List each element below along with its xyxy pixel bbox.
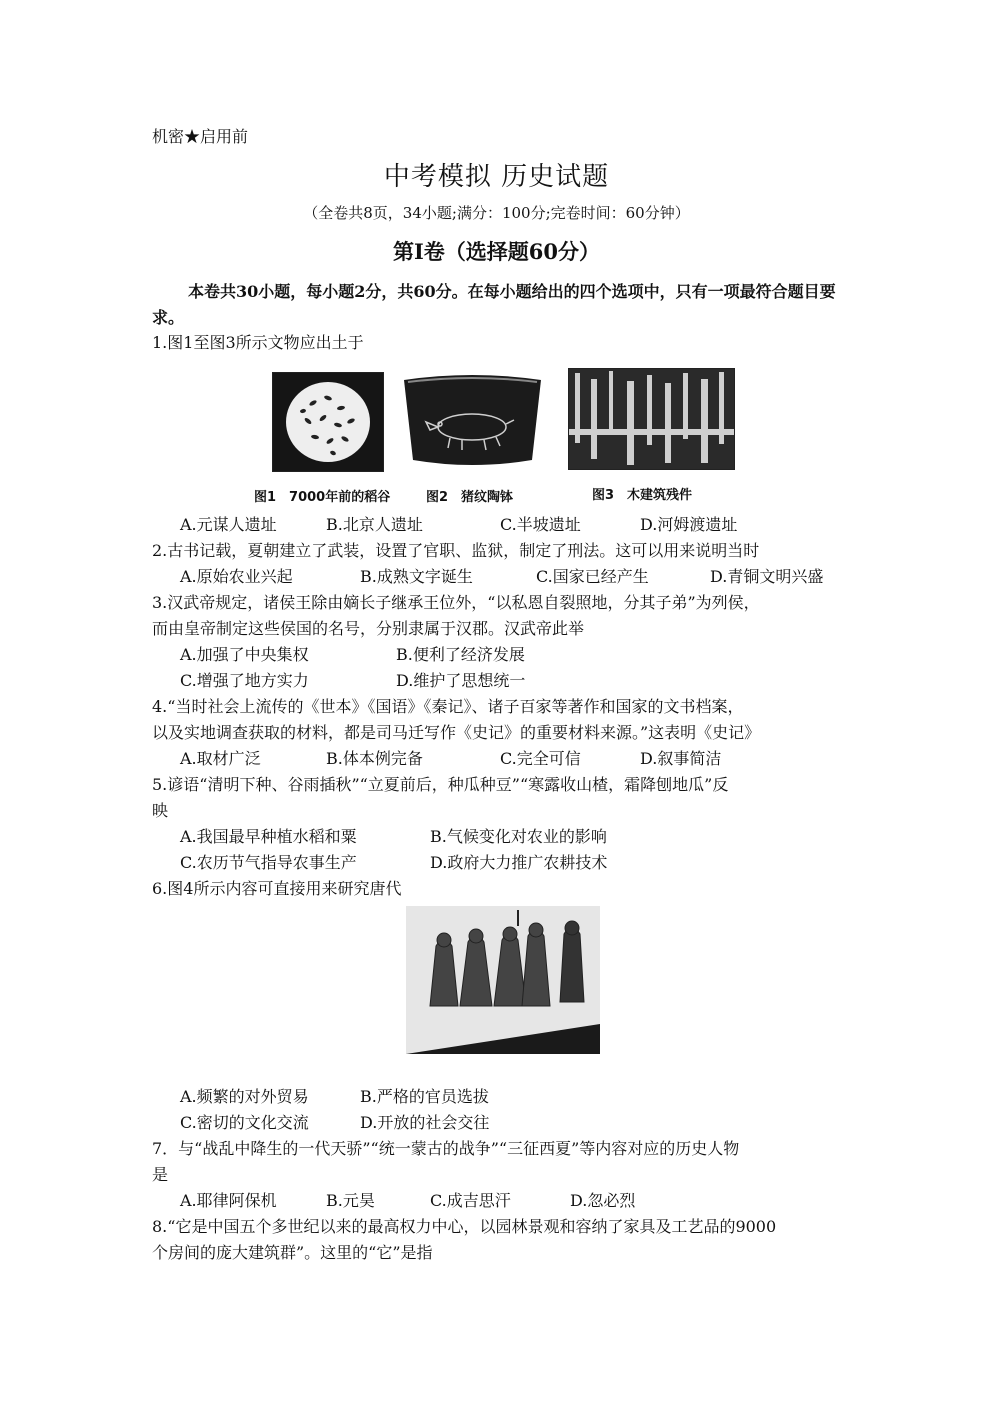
figure-1-rice-grains (272, 372, 384, 472)
figure-3-caption: 图3 木建筑残件 (592, 488, 693, 503)
exam-info: （全卷共8页，34小题;满分：100分;完卷时间：60分钟） (303, 204, 690, 222)
q2-option-a[interactable]: A.原始农业兴起 (180, 567, 293, 586)
question-8-stem-line1: 8.“它是中国五个多世纪以来的最高权力中心，以园林景观和容纳了家具及工艺品的9000 (152, 1217, 777, 1236)
question-5-stem-line1: 5.谚语“清明下种、谷雨插秋”“立夏前后，种瓜种豆”“寒露收山楂，霜降刨地瓜”反 (152, 775, 729, 794)
question-1-stem: 1.图1至图3所示文物应出土于 (152, 333, 364, 352)
q4-option-a[interactable]: A.取材广泛 (180, 749, 261, 768)
question-8-stem-line2: 个房间的庞大建筑群”。这里的“它”是指 (152, 1243, 433, 1262)
confidential-label: 机密★启用前 (152, 127, 249, 146)
q1-option-d[interactable]: D.河姆渡遗址 (640, 515, 738, 534)
q3-option-a[interactable]: A.加强了中央集权 (180, 645, 309, 664)
page-title: 中考模拟 历史试题 (383, 162, 610, 192)
figure-3-wood-structure (568, 368, 735, 470)
question-5-stem-line2: 映 (152, 801, 169, 820)
q7-option-a[interactable]: A.耶律阿保机 (180, 1191, 277, 1210)
question-7-stem-line2: 是 (152, 1165, 169, 1184)
q3-option-d[interactable]: D.维护了思想统一 (396, 671, 526, 690)
q4-option-d[interactable]: D.叙事简洁 (640, 749, 722, 768)
figure-2-caption: 图2 猪纹陶钵 (426, 490, 514, 505)
q2-option-b[interactable]: B.成熟文字诞生 (360, 567, 473, 586)
section-title: 第Ⅰ卷（选择题60分） (392, 239, 601, 264)
q2-option-d[interactable]: D.青铜文明兴盛 (710, 567, 824, 586)
q1-option-a[interactable]: A.元谋人遗址 (180, 515, 277, 534)
question-6-stem: 6.图4所示内容可直接用来研究唐代 (152, 879, 402, 898)
question-2-stem: 2.古书记载，夏朝建立了武装，设置了官职、监狱，制定了刑法。这可以用来说明当时 (152, 541, 760, 560)
q1-option-b[interactable]: B.北京人遗址 (326, 515, 423, 534)
q2-option-c[interactable]: C.国家已经产生 (536, 567, 649, 586)
q6-option-b[interactable]: B.严格的官员选拔 (360, 1087, 489, 1106)
q7-option-d[interactable]: D.忽必烈 (570, 1191, 636, 1210)
q6-option-a[interactable]: A.频繁的对外贸易 (180, 1087, 309, 1106)
q3-option-b[interactable]: B.便利了经济发展 (396, 645, 525, 664)
q4-option-c[interactable]: C.完全可信 (500, 749, 581, 768)
question-3-stem-line1: 3.汉武帝规定，诸侯王除由嫡长子继承王位外，“以私恩自裂照地，分其子弟”为列侯， (152, 593, 760, 612)
q7-option-c[interactable]: C.成吉思汗 (430, 1191, 511, 1210)
question-4-stem-line1: 4.“当时社会上流传的《世本》《国语》《秦记》、诸子百家等著作和国家的文书档案， (152, 697, 744, 716)
rice-grains-image (273, 373, 383, 471)
wood-structure-image (569, 369, 734, 469)
q6-option-c[interactable]: C.密切的文化交流 (180, 1113, 309, 1132)
figure-2-pig-bowl (400, 372, 545, 470)
q7-option-b[interactable]: B.元昊 (326, 1191, 375, 1210)
figure-4-tang-mural (406, 906, 600, 1054)
q5-option-c[interactable]: C.农历节气指导农事生产 (180, 853, 357, 872)
q5-option-b[interactable]: B.气候变化对农业的影响 (430, 827, 607, 846)
tang-mural-image (406, 906, 600, 1054)
q5-option-a[interactable]: A.我国最早种植水稻和粟 (180, 827, 357, 846)
q5-option-d[interactable]: D.政府大力推广农耕技术 (430, 853, 608, 872)
instructions: 本卷共30小题，每小题2分，共60分。在每小题给出的四个选项中，只有一项最符合题目要求。 (152, 282, 836, 327)
q4-option-b[interactable]: B.体本例完备 (326, 749, 423, 768)
figure-1-caption: 图1 7000年前的稻谷 (254, 490, 391, 505)
q3-option-c[interactable]: C.增强了地方实力 (180, 671, 309, 690)
question-3-stem-line2: 而由皇帝制定这些侯国的名号，分别隶属于汉郡。汉武帝此举 (152, 619, 585, 638)
q1-option-c[interactable]: C.半坡遗址 (500, 515, 581, 534)
question-4-stem-line2: 以及实地调查获取的材料，都是司马迁写作《史记》的重要材料来源。”这表明《史记》 (152, 723, 761, 742)
question-7-stem-line1: 7．与“战乱中降生的一代天骄”“统一蒙古的战争”“三征西夏”等内容对应的历史人物 (152, 1139, 740, 1158)
q6-option-d[interactable]: D.开放的社会交往 (360, 1113, 490, 1132)
pig-bowl-image (400, 372, 545, 470)
